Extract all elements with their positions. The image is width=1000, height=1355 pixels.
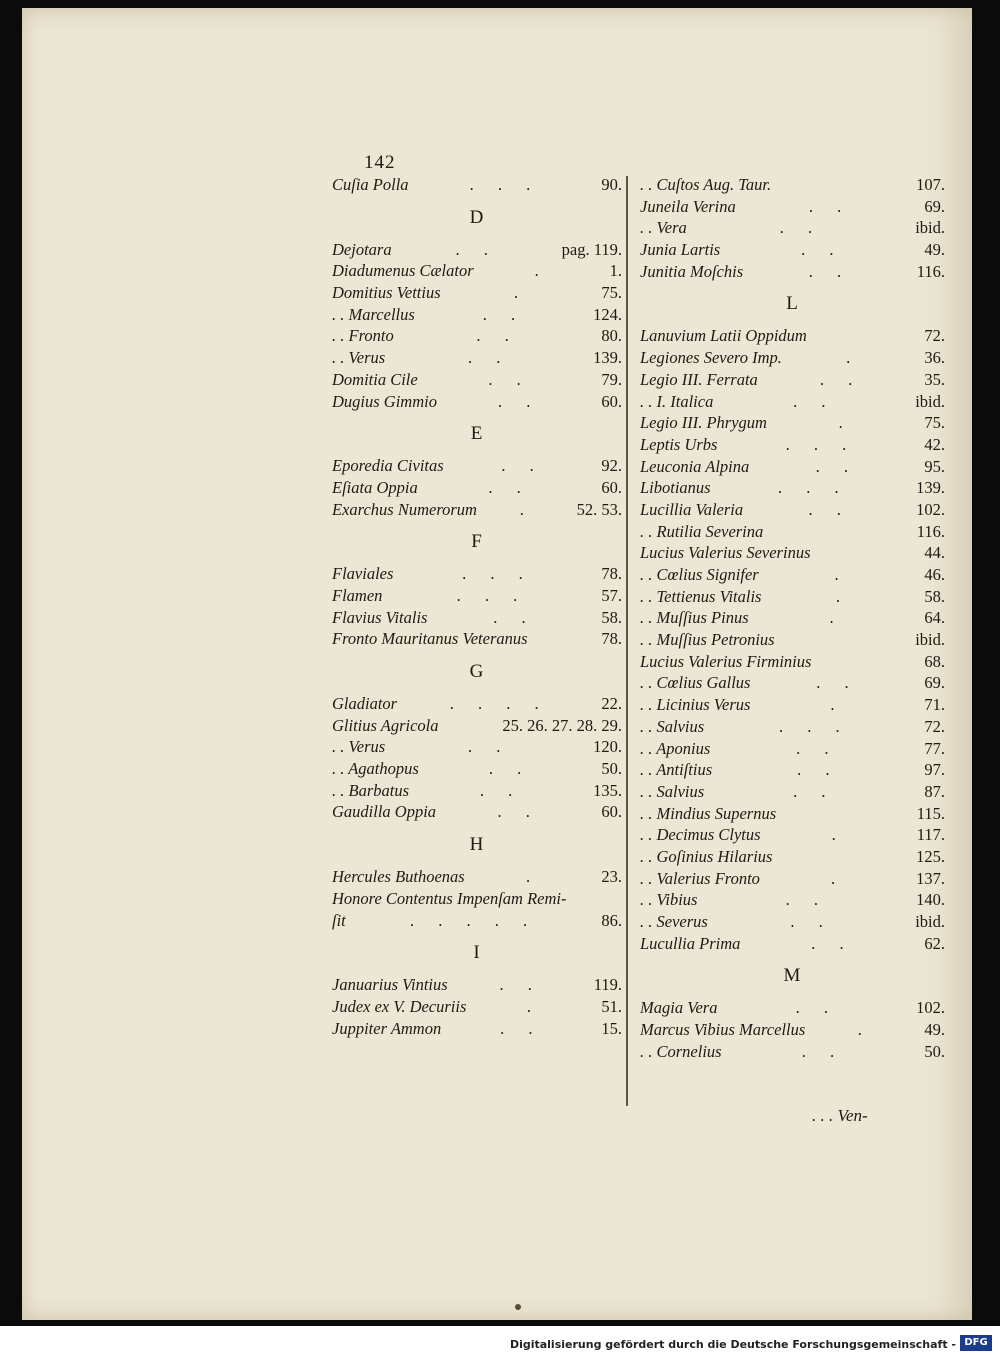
index-entry: [640, 586, 945, 608]
entry-name: Flaviales: [332, 564, 394, 584]
entry-name: Cuſia Polla: [332, 175, 409, 194]
leader-dots: .: [525, 867, 541, 887]
entry-name: Lanuvium Latii Oppidum: [640, 326, 807, 346]
entry-page-reference: 69.: [924, 673, 945, 693]
entry-name: Legio III. Ferrata: [640, 369, 758, 389]
index-entry: [640, 325, 945, 347]
leader-dots: . .: [467, 737, 511, 757]
entry-name: Junitia Moſchis: [640, 261, 744, 281]
entry-name: . . Severus: [640, 912, 708, 931]
leader-dots: .: [857, 1020, 872, 1040]
leader-dots: .: [519, 499, 534, 519]
index-entry: [640, 629, 945, 651]
leader-dots: .: [830, 695, 845, 715]
entry-name: . . Cornelius: [640, 1041, 722, 1061]
index-entry: [332, 715, 622, 737]
index-entry: [640, 997, 945, 1019]
entry-page-reference: 72.: [924, 716, 945, 736]
entry-name: . . Muſſius Petronius: [640, 630, 775, 650]
page-number: 142: [364, 152, 396, 173]
entry-name: Magia Vera: [640, 998, 718, 1018]
entry-page-reference: 124.: [593, 304, 622, 324]
entry-page-reference: ibid.: [915, 912, 945, 931]
entry-page-reference: 42.: [924, 434, 945, 454]
entry-name: Marcus Vibius Marcellus: [640, 1020, 806, 1040]
entry-page-reference: 120.: [593, 737, 622, 757]
entry-name: . . Antiſtius: [640, 760, 713, 780]
leader-dots: . .: [801, 1041, 845, 1061]
entry-page-reference: 36.: [924, 348, 945, 368]
leader-dots: . . .: [469, 175, 541, 194]
index-entry: [640, 261, 945, 283]
entry-name: Dejotara: [332, 239, 392, 259]
entry-name: Lucius Valerius Severinus: [640, 543, 811, 563]
entry-name: Glitius Agricola: [332, 715, 439, 735]
entry-page-reference: 116.: [916, 521, 945, 541]
entry-page-reference: 97.: [924, 760, 945, 780]
index-entry: [640, 694, 945, 716]
entry-page-reference: 1.: [609, 261, 622, 281]
entry-page-reference: 50.: [601, 759, 622, 779]
leader-dots: . . . .: [449, 694, 549, 713]
entry-name: Eſiata Oppia: [332, 477, 418, 497]
index-entry: [640, 889, 945, 911]
leader-dots: . .: [811, 933, 854, 953]
entry-page-reference: ibid.: [915, 218, 945, 238]
index-entry: [640, 759, 945, 781]
leader-dots: . .: [497, 802, 540, 822]
entry-name: Legio III. Phrygum: [640, 413, 767, 433]
entry-name: Leptis Urbs: [640, 434, 718, 454]
index-entry: [640, 434, 945, 456]
leader-dots: . .: [497, 391, 541, 411]
entry-page-reference: 71.: [924, 695, 945, 715]
index-entry: [640, 716, 945, 738]
entry-page-reference: ibid.: [915, 391, 945, 411]
leader-dots: . .: [500, 1018, 543, 1038]
leader-dots: . .: [467, 348, 511, 368]
entry-name: . . Muſſius Pinus: [640, 608, 749, 628]
leader-dots: . .: [795, 998, 838, 1018]
leader-dots: . .: [808, 261, 852, 281]
index-entry: [640, 824, 945, 846]
entry-page-reference: 64.: [924, 608, 945, 628]
leader-dots: . .: [785, 890, 828, 910]
leader-dots: . .: [488, 369, 531, 389]
entry-name: Flavius Vitalis: [332, 607, 428, 627]
index-entry: [332, 455, 622, 477]
leader-dots: . . .: [785, 434, 857, 454]
index-entry: [332, 304, 622, 326]
entry-name: Libotianus: [640, 478, 711, 498]
index-entry: [332, 866, 622, 888]
index-entry: [640, 456, 945, 478]
index-entry: [332, 996, 622, 1018]
entry-page-reference: 102.: [916, 998, 945, 1018]
entry-name: . . Mindius Supernus: [640, 803, 777, 823]
index-entry: [640, 933, 945, 955]
index-entry: [332, 563, 622, 585]
index-entry: [332, 758, 622, 780]
entry-page-reference: 68.: [924, 651, 945, 671]
index-entry: [332, 174, 622, 196]
entry-page-reference: 116.: [916, 261, 945, 281]
entry-name: Lucillia Valeria: [640, 499, 744, 519]
section-letter-heading: H: [469, 834, 485, 856]
section-letter-heading: L: [786, 293, 799, 315]
index-entry: [640, 651, 945, 673]
entry-page-reference: 90.: [601, 175, 622, 194]
leader-dots: . .: [793, 781, 836, 801]
index-entry: [640, 542, 945, 564]
entry-page-reference: 60.: [601, 802, 622, 822]
leader-dots: . .: [797, 760, 840, 780]
leader-dots: .: [835, 586, 850, 606]
index-entry: [640, 347, 945, 369]
index-entry: [640, 1041, 945, 1063]
index-entry: [640, 217, 945, 239]
index-entry: [332, 347, 622, 369]
leader-dots: . .: [815, 456, 858, 476]
leader-dots: . .: [482, 304, 526, 324]
section-letter-heading: D: [469, 206, 485, 228]
entry-page-reference: 58.: [924, 586, 945, 606]
entry-name: . . Cuſtos Aug. Taur.: [640, 175, 772, 194]
entry-page-reference: 52. 53.: [576, 499, 622, 519]
entry-name: . . Goſinius Hilarius: [640, 846, 773, 866]
index-entry: [332, 391, 622, 413]
index-entry: [332, 801, 622, 823]
entry-name: . . Cœlius Signifer: [640, 565, 759, 584]
entry-name: . . Vera: [640, 218, 687, 238]
entry-page-reference: 78.: [601, 629, 622, 649]
entry-page-reference: 117.: [916, 825, 945, 845]
entry-name: Lucullia Prima: [640, 933, 741, 953]
leader-dots: .: [831, 825, 846, 845]
entry-page-reference: 49.: [924, 1020, 945, 1040]
index-entry: [640, 477, 945, 499]
section-letter-heading: G: [469, 661, 485, 682]
entry-page-reference: 60.: [601, 391, 622, 411]
entry-name: . . Verus: [332, 737, 386, 757]
index-entry: [332, 910, 622, 932]
entry-name: Domitia Cile: [332, 369, 418, 389]
entry-name: Exarchus Numerorum: [332, 499, 477, 519]
leader-dots: . . . . .: [410, 910, 538, 930]
leader-dots: .: [513, 283, 529, 303]
index-entry: [332, 780, 622, 802]
entry-page-reference: 119.: [593, 975, 622, 995]
entry-page-reference: 58.: [601, 607, 622, 627]
leader-dots: . . .: [778, 478, 849, 498]
index-entry: [332, 499, 622, 521]
leader-dots: . .: [816, 673, 859, 693]
entry-name: . . Licinius Verus: [640, 695, 751, 715]
entry-page-reference: 15.: [601, 1018, 622, 1038]
entry-name: . . Salvius: [640, 716, 705, 736]
entry-page-reference: 78.: [601, 564, 622, 584]
leader-dots: . .: [479, 780, 523, 800]
entry-name: ſit: [332, 910, 346, 930]
entry-page-reference: 75.: [924, 413, 945, 433]
entry-name: . . Decimus Clytus: [640, 825, 761, 845]
index-entry: [640, 239, 945, 261]
entry-page-reference: 77.: [924, 738, 945, 758]
index-entry: [332, 1018, 622, 1040]
leader-dots: .: [838, 413, 853, 433]
footer-credit: Digitalisierung gefördert durch die Deutsche Forschungsgemeinschaft -: [509, 1338, 956, 1351]
entry-page-reference: 139.: [916, 478, 945, 498]
entry-name: Juneila Verina: [640, 196, 736, 216]
entry-name: Honore Contentus Impenſam Remi-: [332, 888, 567, 908]
entry-name: Flamen: [332, 585, 383, 605]
entry-page-reference: 50.: [924, 1041, 945, 1061]
leader-dots: .: [526, 996, 541, 1016]
entry-name: . . Tettienus Vitalis: [640, 586, 762, 606]
entry-page-reference: pag. 119.: [561, 239, 622, 259]
leader-dots: . .: [808, 499, 851, 519]
entry-page-reference: 87.: [924, 781, 945, 801]
entry-name: . . Rutilia Severina: [640, 521, 764, 541]
index-entry: [640, 868, 945, 890]
column-divider: [626, 176, 628, 1106]
entry-page-reference: 49.: [924, 240, 945, 260]
dfg-logo: DFG: [960, 1335, 992, 1351]
entry-name: Domitius Vettius: [332, 283, 441, 303]
entry-name: Hercules Buthoenas: [332, 867, 465, 887]
entry-page-reference: 137.: [916, 868, 945, 888]
entry-name: Diadumenus Cælator: [332, 261, 474, 281]
entry-name: Junia Lartis: [640, 240, 721, 260]
leader-dots: . .: [796, 738, 839, 758]
entry-name: Gaudilla Oppia: [332, 802, 437, 822]
entry-name: . . Fronto: [332, 326, 394, 346]
index-entry: [640, 781, 945, 803]
catchword: . . . Ven-: [812, 1106, 868, 1125]
entry-name: . . Salvius: [640, 781, 705, 801]
entry-page-reference: 25. 26. 27. 28. 29.: [502, 715, 622, 735]
entry-page-reference: 62.: [924, 933, 945, 953]
entry-name: Juppiter Ammon: [332, 1018, 442, 1038]
entry-page-reference: 57.: [601, 585, 622, 605]
section-letter-heading: F: [471, 531, 483, 553]
index-entry: [640, 196, 945, 218]
entry-page-reference: 35.: [924, 369, 945, 389]
index-entry: [332, 239, 622, 261]
entry-name: . . Barbatus: [332, 780, 410, 800]
index-entry: [332, 260, 622, 282]
index-entry: [332, 325, 622, 347]
entry-page-reference: 95.: [924, 456, 945, 476]
entry-page-reference: 51.: [601, 996, 622, 1016]
leader-dots: . .: [493, 607, 536, 627]
entry-name: Fronto Mauritanus Veteranus: [332, 629, 528, 649]
entry-name: Januarius Vintius: [332, 975, 448, 995]
index-entry: [332, 693, 622, 715]
entry-page-reference: 135.: [593, 780, 622, 800]
entry-page-reference: 79.: [601, 369, 622, 389]
leader-dots: . .: [793, 391, 836, 411]
entry-page-reference: 80.: [601, 326, 622, 346]
entry-name: . . Vibius: [640, 890, 698, 910]
section-letter-heading: M: [783, 965, 802, 987]
index-entry: [640, 672, 945, 694]
leader-dots: . .: [488, 759, 532, 779]
entry-name: Legiones Severo Imp.: [640, 348, 782, 368]
leader-dots: . .: [501, 456, 544, 476]
leader-dots: . .: [476, 326, 519, 346]
leader-dots: . .: [455, 239, 498, 259]
index-entry: [332, 736, 622, 758]
leader-dots: .: [834, 565, 849, 584]
entry-name: . . Marcellus: [332, 304, 415, 324]
leader-dots: . .: [790, 912, 833, 931]
section-letter-heading: I: [473, 942, 481, 964]
entry-page-reference: 102.: [916, 499, 945, 519]
entry-page-reference: 22.: [601, 694, 622, 713]
leader-dots: . .: [488, 477, 531, 497]
index-entry: [640, 846, 945, 868]
index-entry: [640, 499, 945, 521]
leader-dots: . .: [499, 975, 542, 995]
leader-dots: .: [829, 608, 844, 628]
entry-page-reference: ibid.: [915, 630, 945, 650]
entry-name: . . Cœlius Gallus: [640, 673, 751, 693]
entry-page-reference: 60.: [601, 477, 622, 497]
index-entry: [332, 369, 622, 391]
index-column-right: [640, 174, 945, 1062]
leader-dots: . .: [801, 240, 844, 260]
entry-page-reference: 44.: [924, 543, 945, 563]
entry-page-reference: 69.: [924, 196, 945, 216]
entry-page-reference: 115.: [916, 803, 945, 823]
index-entry: [332, 888, 622, 910]
entry-page-reference: 46.: [924, 565, 945, 584]
entry-page-reference: 107.: [916, 175, 945, 194]
index-entry: [640, 369, 945, 391]
leader-dots: . . .: [462, 564, 533, 584]
leader-dots: . .: [819, 369, 863, 389]
index-entry: [332, 282, 622, 304]
entry-name: . . I. Italica: [640, 391, 714, 411]
entry-name: Judex ex V. Decuriis: [332, 996, 467, 1016]
index-entry: [640, 607, 945, 629]
entry-name: Lucius Valerius Firminius: [640, 651, 812, 671]
entry-page-reference: 23.: [601, 867, 622, 887]
index-entry: [332, 477, 622, 499]
entry-page-reference: 75.: [601, 283, 622, 303]
index-entry: [332, 628, 622, 650]
leader-dots: .: [846, 348, 861, 368]
index-entry: [640, 1019, 945, 1041]
index-entry: [332, 585, 622, 607]
entry-name: . . Aponius: [640, 738, 711, 758]
entry-page-reference: 72.: [924, 326, 945, 346]
entry-page-reference: 140.: [916, 890, 945, 910]
index-column-left: [332, 174, 622, 1039]
entry-page-reference: 92.: [601, 456, 622, 476]
leader-dots: . .: [779, 218, 823, 238]
index-entry: [640, 911, 945, 933]
leader-dots: .: [534, 261, 549, 281]
index-entry: [640, 391, 945, 413]
entry-name: Eporedia Civitas: [332, 456, 444, 476]
entry-page-reference: 86.: [601, 910, 622, 930]
entry-page-reference: 125.: [916, 846, 945, 866]
index-entry: [640, 738, 945, 760]
entry-name: . . Valerius Fronto: [640, 868, 760, 888]
index-entry: [640, 564, 945, 586]
entry-page-reference: 139.: [593, 348, 622, 368]
entry-name: Leuconia Alpina: [640, 456, 750, 476]
leader-dots: . . .: [456, 585, 528, 605]
index-entry: [640, 412, 945, 434]
scanned-page: [22, 8, 972, 1320]
printer-mark: [515, 1304, 521, 1310]
index-entry: [640, 803, 945, 825]
entry-name: . . Verus: [332, 348, 386, 368]
index-entry: [332, 607, 622, 629]
index-entry: [332, 974, 622, 996]
leader-dots: .: [830, 868, 846, 888]
leader-dots: . . .: [778, 716, 850, 736]
index-entry: [640, 174, 945, 196]
index-entry: [640, 521, 945, 543]
leader-dots: . .: [808, 196, 852, 216]
entry-name: Dugius Gimmio: [332, 391, 437, 411]
entry-name: Gladiator: [332, 694, 398, 713]
section-letter-heading: E: [470, 423, 484, 445]
entry-name: . . Agathopus: [332, 759, 419, 779]
